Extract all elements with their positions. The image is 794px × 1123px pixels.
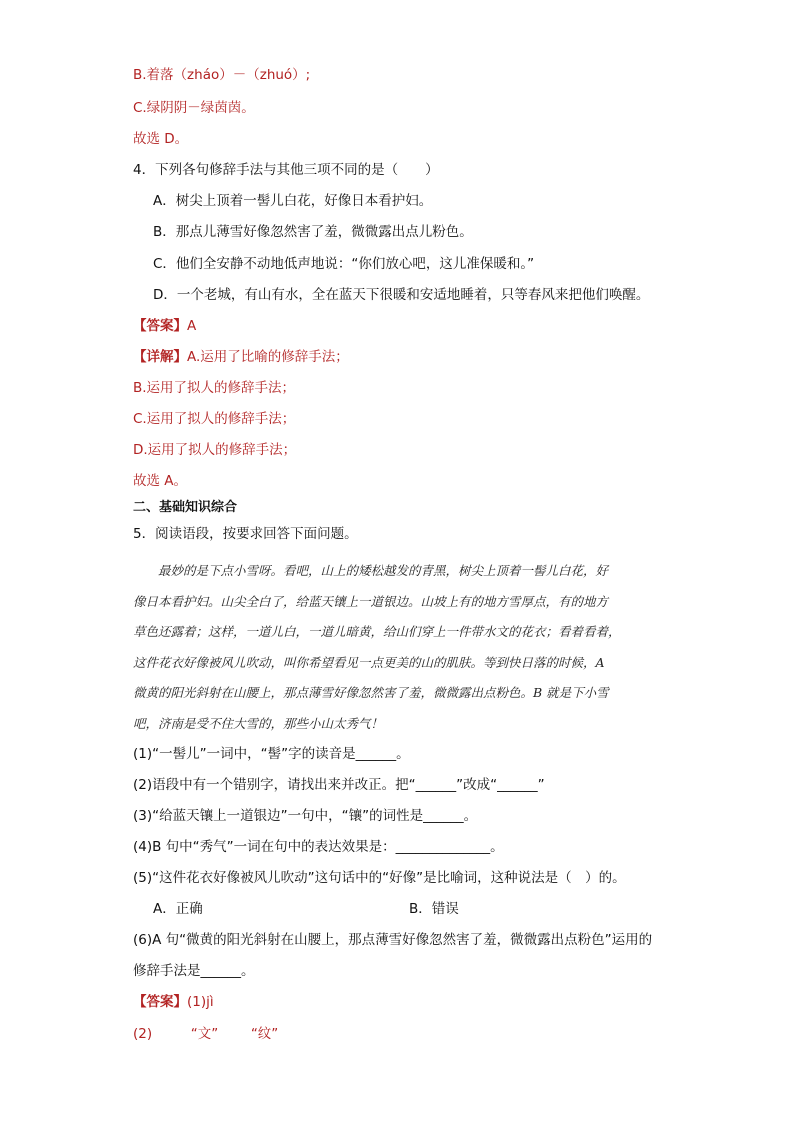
sub-question-1: (1)“一髻儿”一词中，“髻”字的读音是______。 [133,746,410,762]
answer-3-wrong: “文” [190,1026,219,1042]
option-c-explanation: C.绿阴阴－绿茵茵。 [133,100,255,116]
detail-c: C.运用了拟人的修辞手法； [133,411,296,427]
detail-tag: 【详解】 [133,349,187,365]
answer-choice-a: 故选 A。 [133,473,188,489]
question-4-option-c: C．他们全安静不动地低声地说：“你们放心吧，这儿准保暖和。” [153,256,535,272]
passage-line: 像日本看护妇。山尖全白了，给蓝天镶上一道银边。山坡上有的地方雪厚点，有的地方 [133,593,609,609]
section-heading: 二、基础知识综合 [133,500,238,515]
answer-tag-2: 【答案】 [133,994,187,1010]
answer-value-2: (1)jì [187,994,214,1010]
option-b-explanation: B.着落（zháo）－（zhuó）; [133,67,311,83]
passage-line: 这件花衣好像被风儿吹动，叫你希望看见一点更美的山的肌肤。等到快日落的时候，A [133,654,605,670]
sub-question-2: (2)语段中有一个错别字，请找出来并改正。把“______”改成“______” [133,777,545,793]
sub-question-6: (6)A 句“微黄的阳光斜射在山腰上，那点薄雪好像忽然害了羞，微微露出点粉色”运用的 [133,932,653,948]
passage-line: 最妙的是下点小雪呀。看吧，山上的矮松越发的青黑，树尖上顶着一髻儿白花，好 [133,563,609,578]
answer-line [133,317,196,335]
sub-question-3: (3)“给蓝天镶上一道银边”一句中，“镶”的词性是______。 [133,808,478,824]
sub-question-4: (4)B 句中“秀气”一词在句中的表达效果是：______________。 [133,839,504,855]
question-4-option-b: B．那点儿薄雪好像忽然害了羞，微微露出点儿粉色。 [153,224,473,240]
passage-line: 吧，济南是受不住大雪的，那些小山太秀气！ [133,715,384,731]
question-4: 4．下列各句修辞手法与其他三项不同的是（ ） [133,162,439,178]
answer-3-number: (2) [133,1026,153,1042]
detail-d: D.运用了拟人的修辞手法； [133,442,297,458]
question-4-option-a: A．树尖上顶着一髻儿白花，好像日本看护妇。 [153,193,433,209]
answer-line-2 [133,993,214,1011]
detail-b: B.运用了拟人的修辞手法； [133,380,296,396]
detail-a: A.运用了比喻的修辞手法； [187,349,349,365]
answer-value: A [187,318,197,334]
passage-line: 微黄的阳光斜射在山腰上，那点薄雪好像忽然害了羞，微微露出点粉色。B 就是下小雪 [133,685,609,700]
answer-choice-d: 故选 D。 [133,131,189,147]
sub-question-6-cont: 修辞手法是______。 [133,963,255,979]
answer-tag: 【答案】 [133,318,187,334]
answer-line-3 [133,1025,278,1043]
sub-question-5-option-b: B．错误 [409,901,459,917]
sub-question-5-option-a: A．正确 [153,901,203,917]
reading-passage [133,556,661,739]
sub-question-5: (5)“这件花衣好像被风儿吹动”这句话中的“好像”是比喻词，这种说法是（ ）的。 [133,870,626,886]
question-4-option-d: D．一个老城，有山有水，全在蓝天下很暖和安适地睡着，只等春风来把他们唤醒。 [153,287,650,303]
passage-line: 草色还露着；这样，一道儿白，一道儿暗黄，给山们穿上一件带水文的花衣；看着看着， [133,624,621,639]
answer-3-correct: “纹” [250,1026,279,1042]
detail-line [133,348,349,366]
question-5: 5．阅读语段，按要求回答下面问题。 [133,526,358,542]
